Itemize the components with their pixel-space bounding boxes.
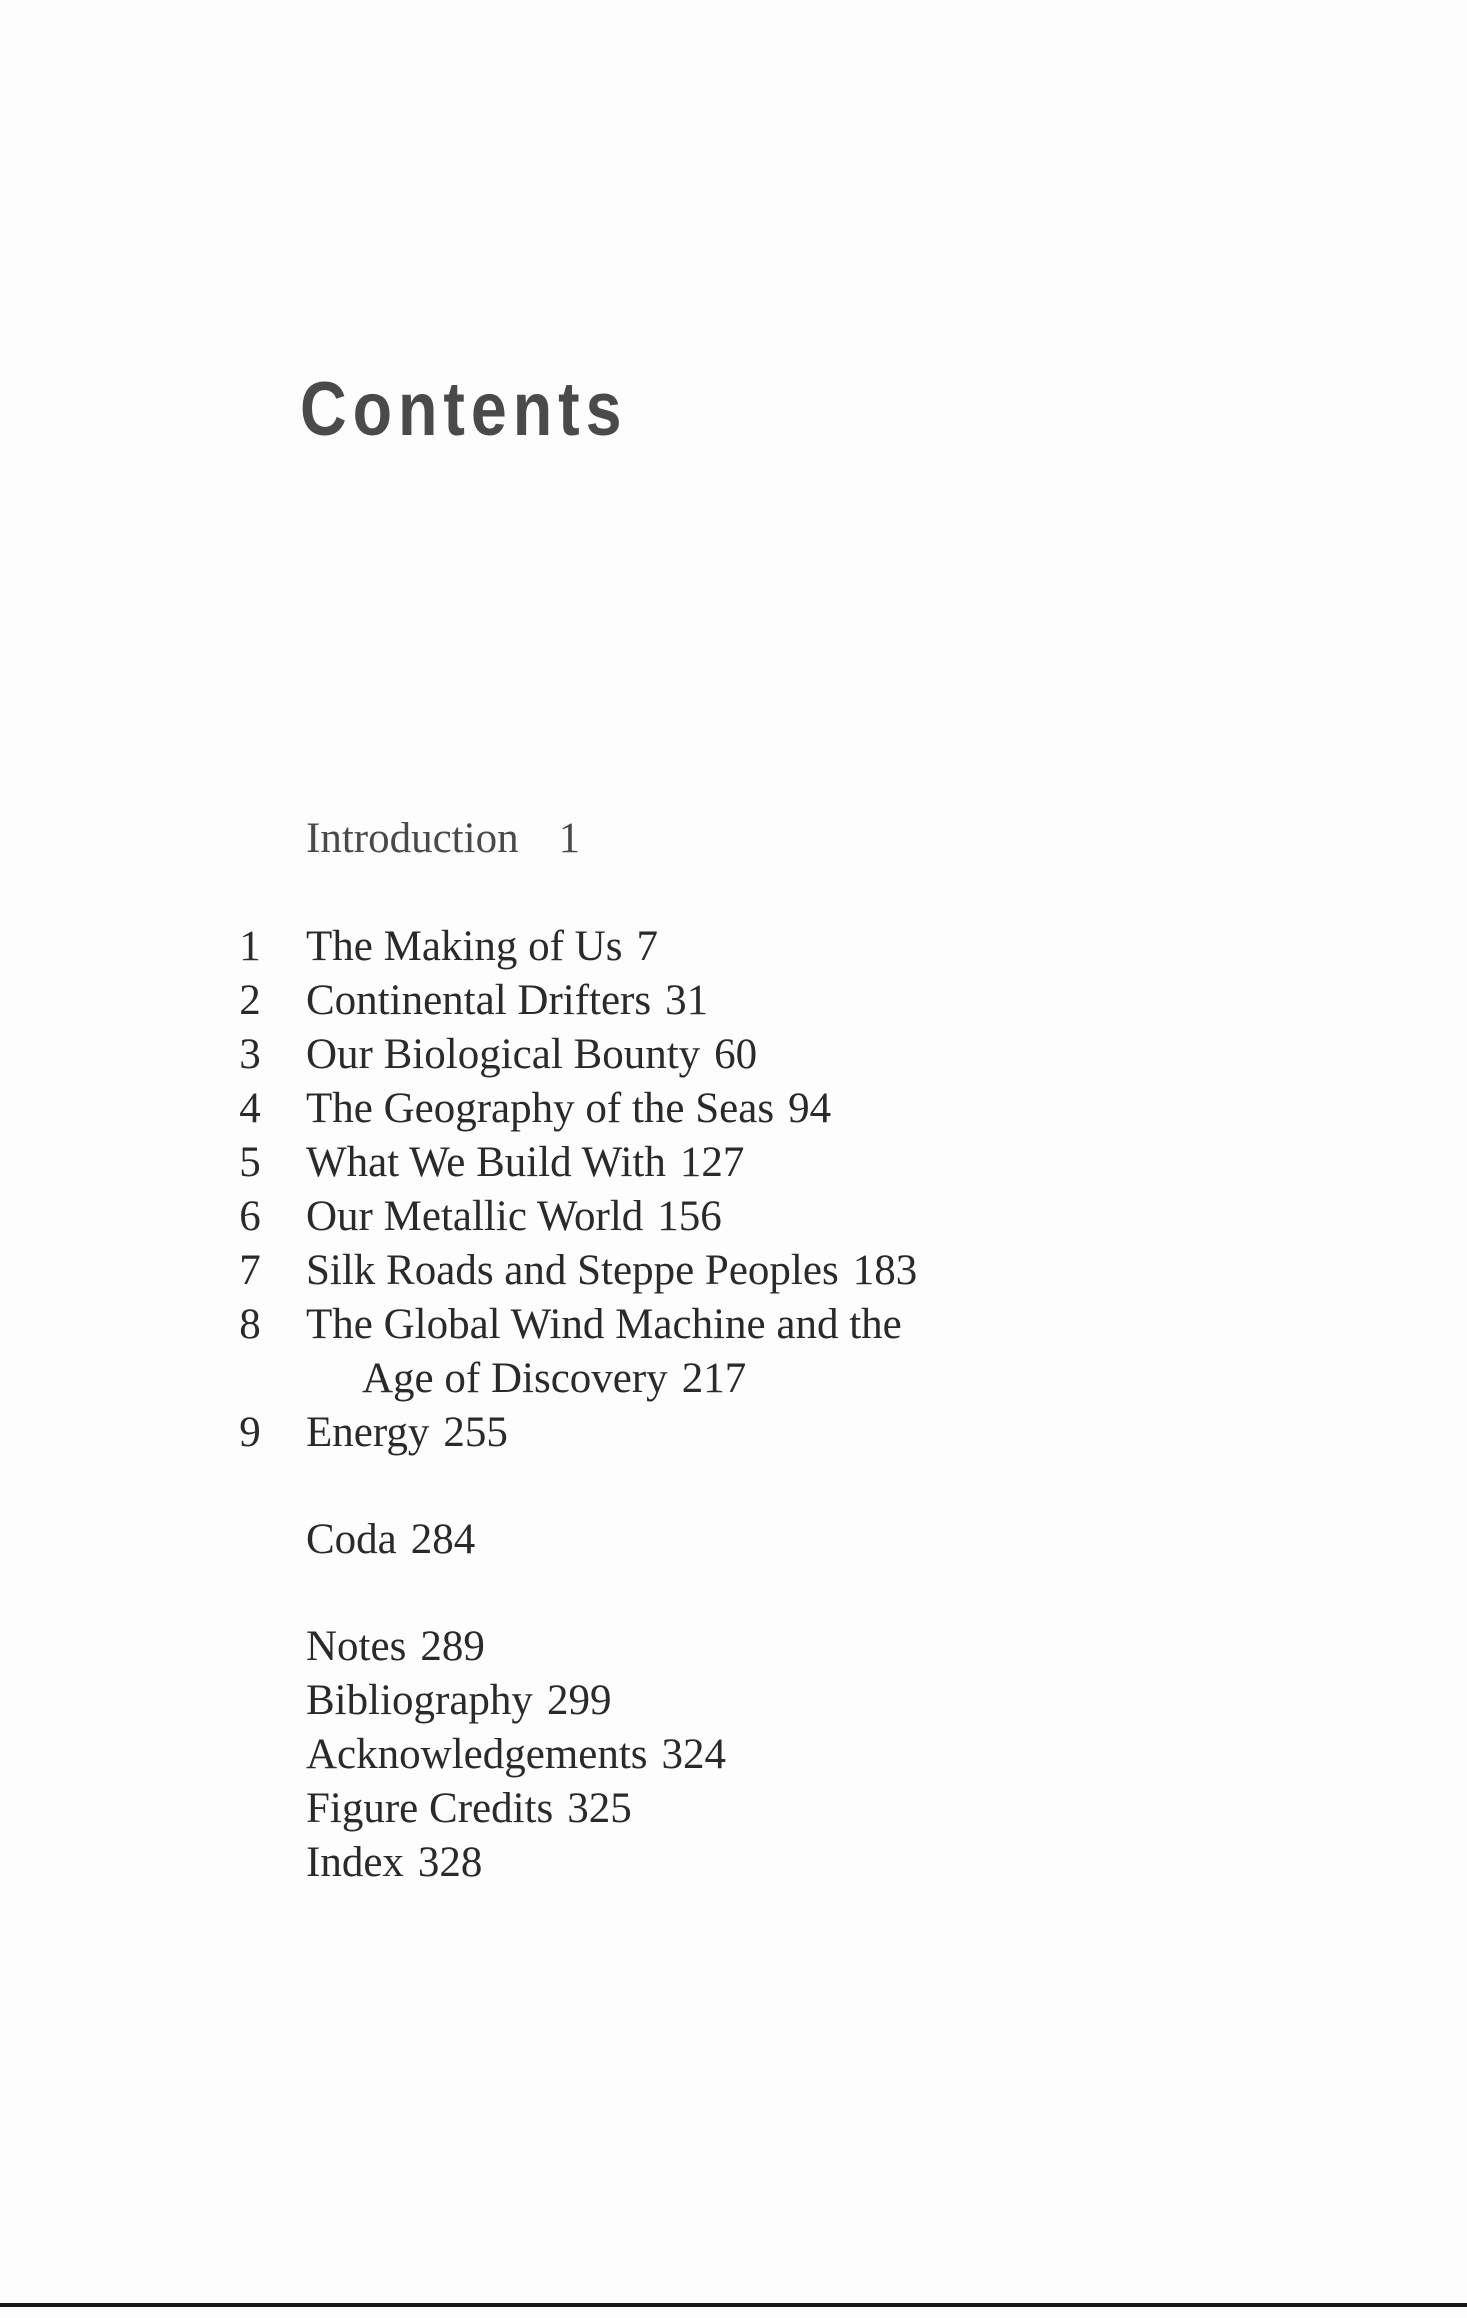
entry-page: 60 — [714, 1031, 758, 1078]
chapter-number: 2 — [239, 977, 261, 1024]
chapter-number: 4 — [239, 1085, 261, 1132]
entry-title: Acknowledgements — [306, 1731, 648, 1778]
entry-page: 325 — [567, 1785, 632, 1832]
entry-page: 31 — [665, 977, 709, 1024]
entry-title: Continental Drifters — [306, 977, 652, 1024]
entry-page: 156 — [657, 1193, 722, 1240]
entry-page: 328 — [417, 1839, 483, 1886]
entry-page: 7 — [636, 923, 658, 970]
entry-title-continued: Age of Discovery — [362, 1355, 668, 1402]
chapter-number: 6 — [239, 1193, 261, 1240]
page-title: Contents — [300, 367, 628, 452]
entry-page: 284 — [410, 1516, 476, 1563]
chapter-number: 5 — [239, 1139, 261, 1186]
entry-page: 127 — [679, 1139, 745, 1186]
entry-title: Our Biological Bounty — [306, 1031, 701, 1078]
entry-title: What We Build With — [306, 1139, 666, 1186]
entry-title: Figure Credits — [306, 1785, 554, 1832]
entry-title: Our Metallic World — [306, 1193, 644, 1240]
entry-page: 324 — [661, 1731, 727, 1778]
chapter-number: 8 — [239, 1301, 261, 1348]
entry-title: Bibliography — [306, 1677, 533, 1724]
entry-title: Silk Roads and Steppe Peoples — [306, 1247, 839, 1294]
chapter-number: 1 — [239, 923, 261, 970]
entry-title: Energy — [306, 1409, 430, 1456]
entry-page: 299 — [546, 1677, 612, 1724]
entry-title: The Global Wind Machine and the — [306, 1301, 902, 1348]
entry-page: 255 — [443, 1409, 508, 1456]
chapter-number: 7 — [239, 1247, 261, 1294]
entry-page: 289 — [420, 1623, 485, 1670]
entry-page: 217 — [681, 1355, 747, 1402]
chapter-number: 3 — [239, 1031, 261, 1078]
entry-title: Coda — [306, 1516, 397, 1563]
chapter-number: 9 — [239, 1409, 261, 1456]
entry-page: 94 — [788, 1085, 832, 1132]
entry-title: Index — [306, 1839, 404, 1886]
entry-title: Notes — [306, 1623, 407, 1670]
entry-title: The Geography of the Seas — [306, 1085, 775, 1132]
entry-page: 1 — [558, 815, 581, 862]
entry-title: The Making of Us — [306, 923, 623, 970]
page-bottom-border — [0, 2303, 1467, 2307]
entry-title: Introduction — [306, 815, 519, 862]
entry-page: 183 — [852, 1247, 918, 1294]
